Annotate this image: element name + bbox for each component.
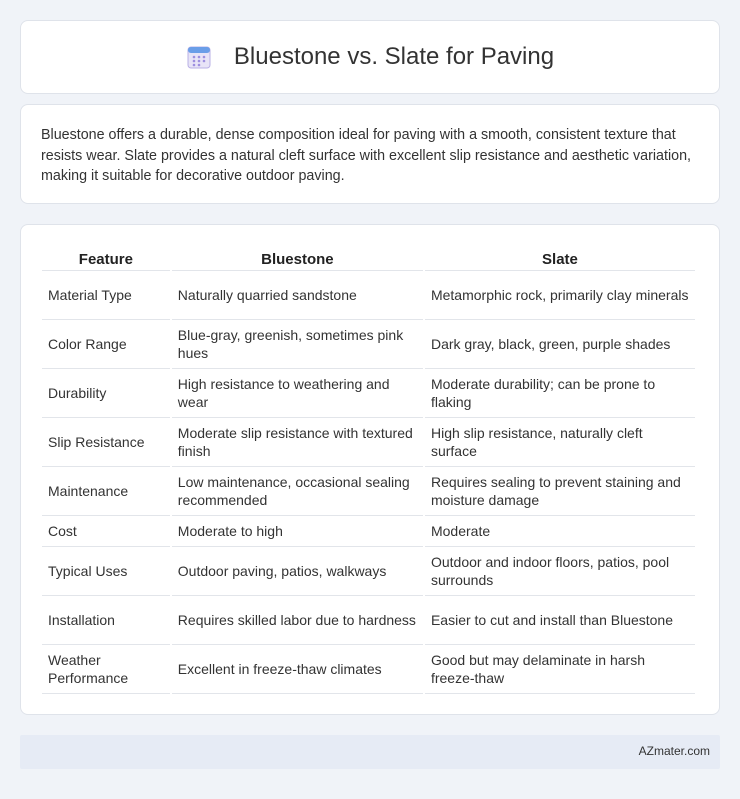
table-row	[42, 596, 695, 645]
feature-cell: Durability	[42, 369, 170, 418]
table-header-row	[42, 245, 695, 271]
feature-cell: Maintenance	[42, 467, 170, 516]
bluestone-cell: Low maintenance, occasional sealing recommended	[172, 467, 423, 516]
header-slate: Slate	[425, 245, 695, 271]
title-card	[20, 20, 720, 94]
bluestone-cell: Moderate to high	[172, 516, 423, 547]
feature-cell: Typical Uses	[42, 547, 170, 596]
feature-cell: Material Type	[42, 271, 170, 320]
table-row	[42, 467, 695, 516]
table-row	[42, 516, 695, 547]
table-row	[42, 271, 695, 320]
feature-cell: Color Range	[42, 320, 170, 369]
intro-text: Bluestone offers a durable, dense composition ideal for paving with a smooth, consistent texture that resists wear. Slate provides a natural cleft surface with excellent slip resistance and aesthetic variation, making it suitable for decorative outdoor paving.	[41, 127, 692, 184]
slate-cell: Good but may delaminate in harsh freeze-thaw	[425, 645, 695, 694]
bluestone-cell: Requires skilled labor due to hardness	[172, 596, 423, 645]
comparison-table	[40, 245, 697, 694]
feature-cell: Slip Resistance	[42, 418, 170, 467]
bluestone-cell: Moderate slip resistance with textured finish	[172, 418, 423, 467]
feature-cell: Cost	[42, 516, 170, 547]
slate-cell: Requires sealing to prevent staining and moisture damage	[425, 467, 695, 516]
feature-cell: Installation	[42, 596, 170, 645]
slate-cell: Easier to cut and install than Bluestone	[425, 596, 695, 645]
slate-cell: Moderate durability; can be prone to flaking	[425, 369, 695, 418]
slate-cell: Outdoor and indoor floors, patios, pool surrounds	[425, 547, 695, 596]
bluestone-cell: High resistance to weathering and wear	[172, 369, 423, 418]
comparison-card	[20, 224, 720, 715]
slate-cell: Moderate	[425, 516, 695, 547]
calendar-icon	[186, 44, 212, 70]
bluestone-cell: Excellent in freeze-thaw climates	[172, 645, 423, 694]
feature-cell: Weather Performance	[42, 645, 170, 694]
slate-cell: Dark gray, black, green, purple shades	[425, 320, 695, 369]
footer-source: AZmater.com	[638, 744, 710, 758]
table-row	[42, 645, 695, 694]
table-row	[42, 369, 695, 418]
intro-card	[20, 104, 720, 204]
table-row	[42, 418, 695, 467]
bluestone-cell: Naturally quarried sandstone	[172, 271, 423, 320]
header-bluestone: Bluestone	[172, 245, 423, 271]
slate-cell: Metamorphic rock, primarily clay minerals	[425, 271, 695, 320]
footer	[20, 735, 720, 769]
header-feature: Feature	[42, 245, 170, 271]
bluestone-cell: Outdoor paving, patios, walkways	[172, 547, 423, 596]
table-row	[42, 547, 695, 596]
table-body	[42, 271, 695, 694]
bluestone-cell: Blue-gray, greenish, sometimes pink hues	[172, 320, 423, 369]
page-title: Bluestone vs. Slate for Paving	[233, 43, 555, 70]
slate-cell: High slip resistance, naturally cleft surface	[425, 418, 695, 467]
table-row	[42, 320, 695, 369]
